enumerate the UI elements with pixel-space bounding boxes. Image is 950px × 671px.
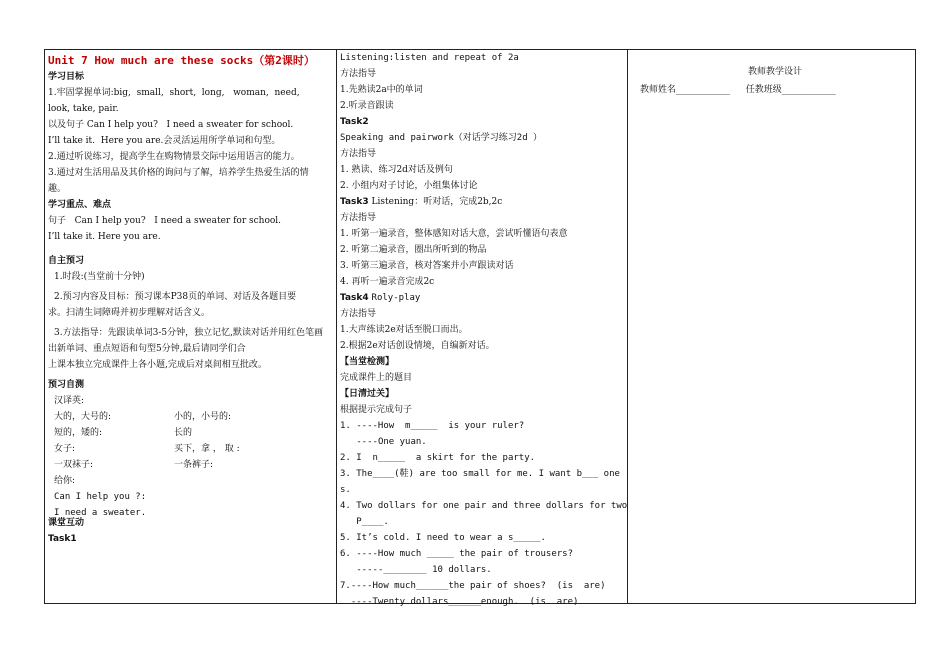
give-label: 给你: (54, 476, 76, 486)
exercise-line: ----One yuan. (340, 437, 427, 447)
teacher-info-row (635, 82, 915, 98)
task3-text: Listening：听对话，完成2b,2c (371, 197, 503, 207)
task1-label: Task1 (48, 534, 77, 544)
method-item: 1. 熟读、练习2d对话及例句 (340, 165, 453, 175)
method-item: 2.根据2e对话创设情境，自编新对话。 (340, 341, 495, 351)
task4-label: Task4 (340, 293, 369, 303)
daily-text: 根据提示完成句子 (340, 405, 413, 415)
check-text: 完成课件上的题目 (340, 373, 413, 383)
goal-line: 以及句子 Can I help you? I need a sweater for school. (48, 120, 294, 130)
key-line: I’ll take it. Here you are. (48, 232, 161, 242)
task3-row (340, 194, 630, 210)
method-item: 1.大声练读2e对话至脱口而出。 (340, 325, 468, 335)
key-points-heading: 学习重点、难点 (48, 200, 112, 210)
goal-line: 2.通过听说练习，提高学生在购物情景交际中运用语言的能力。 (48, 152, 300, 162)
preview-line: 2.预习内容及目标：预习课本P38页的单词、对话及各题目要 (54, 292, 297, 302)
method-heading: 方法指导 (340, 213, 377, 223)
vocab-item: 一条裤子: (174, 460, 214, 470)
exercise-line: 7.----How much______the pair of shoes? (is are) (340, 581, 606, 591)
vocab-item: 大的，大号的: (54, 412, 112, 422)
method-item: 4. 再听一遍录音完成2c (340, 277, 435, 287)
exercise-line: 3. The____(鞋) are too small for me. I want b___ ones. (340, 469, 620, 495)
exercise-line: -----________ 10 dollars. (340, 565, 492, 575)
method-heading: 方法指导 (340, 149, 377, 159)
vocab-item: 小的，小号的: (174, 412, 232, 422)
translate-label: 汉译英: (54, 396, 85, 406)
exercise-line: 5. It’s cold. I need to wear a s_____. (340, 533, 546, 543)
preview-line: 3.方法指导：先跟读单词3-5分钟，独立记忆,默读对话并用红色笔画 (54, 328, 323, 338)
key-line: 句子 Can I help you? I need a sweater for school. (48, 216, 282, 226)
check-heading: 【当堂检测】 (340, 357, 395, 367)
preview-line: 上课本独立完成课件上各小题,完成后对桌间相互批改。 (48, 360, 267, 370)
vocab-row (48, 409, 331, 425)
teacher-design-heading: 教师教学设计 (747, 67, 802, 77)
method-heading: 方法指导 (340, 309, 377, 319)
listening-line: Listening:listen and repeat of 2a (340, 53, 519, 63)
task2-label: Task2 (340, 117, 369, 127)
method-item: 2. 听第二遍录音，圈出所听到的物品 (340, 245, 487, 255)
need-sweater-line: I need a sweater. (54, 508, 147, 518)
vocab-item: 短的，矮的: (54, 428, 103, 438)
method-item: 2. 小组内对子讨论，小组集体讨论 (340, 181, 478, 191)
teacher-column (635, 52, 915, 98)
vocab-item: 买下，拿 ， 取 : (174, 444, 240, 454)
vocab-item: 长的 (174, 428, 193, 438)
task3-label: Task3 (340, 197, 369, 207)
goal-line: 1.牢固掌握单词:big, small, short, long, woman, need, (48, 88, 300, 98)
self-test-heading: 预习自测 (48, 380, 85, 390)
vocab-item: 一双袜子: (54, 460, 94, 470)
student-column (48, 52, 331, 547)
exercise-line: 2. I n_____ a skirt for the party. (340, 453, 536, 463)
preview-line: 1.时段:(当堂前十分钟) (54, 272, 145, 282)
task4-text: Roly-play (371, 293, 421, 303)
teacher-name-label: 教师姓名____________ (640, 85, 731, 95)
preview-heading: 自主预习 (48, 256, 85, 266)
daily-heading: 【日清过关】 (340, 389, 395, 399)
goals-list (48, 85, 331, 197)
goal-line: 3.通过对生活用品及其价格的询问与了解，培养学生热爱生活的情 (48, 168, 309, 178)
exercise-line: ----Twenty dollars______enough. (is are) (340, 597, 579, 607)
lesson-table (44, 49, 916, 607)
class-label: 任教班级____________ (745, 85, 836, 95)
lesson-title: Unit 7 How much are these socks（第2课时） (48, 54, 315, 67)
method-heading: 方法指导 (340, 69, 377, 79)
goal-line: 趣。 (48, 184, 67, 194)
exercise-line: 1. ----How m_____ is your ruler? (340, 421, 525, 431)
method-item: 1. 听第一遍录音，整体感知对话大意，尝试听懂语句表意 (340, 229, 568, 239)
goal-line: look, take, pair. (48, 104, 119, 114)
exercise-line: P____. (340, 517, 389, 527)
can-help-line: Can I help you ?: (54, 492, 147, 502)
goals-heading: 学习目标 (48, 72, 85, 82)
exercise-line: 6. ----How much _____ the pair of trousers? (340, 549, 573, 559)
method-item: 1.先熟读2a中的单词 (340, 85, 423, 95)
vocab-row (48, 441, 331, 457)
column-divider-1 (336, 50, 337, 603)
speaking-line: Speaking and pairwork（对话学习练习2d ） (340, 133, 543, 143)
preview-line: 出新单词、重点短语和句型5分钟,最后请同学们合 (48, 344, 246, 354)
vocab-row (48, 425, 331, 441)
method-item: 2.听录音跟读 (340, 101, 394, 111)
preview-line: 求。扫清生词障碍并初步理解对话含义。 (48, 308, 211, 318)
interact-heading: 课堂互动 (48, 518, 85, 528)
exercise-line: 4. Two dollars for one pair and three dollars for two (340, 501, 628, 511)
vocab-item: 女子: (54, 444, 76, 454)
method-item: 3. 听第三遍录音，核对答案并小声跟读对话 (340, 261, 514, 271)
goal-line: I’ll take it. Here you are.会灵活运用所学单词和句型。 (48, 136, 281, 146)
task-column (340, 50, 630, 610)
vocab-row (48, 457, 331, 473)
task4-row (340, 290, 630, 306)
